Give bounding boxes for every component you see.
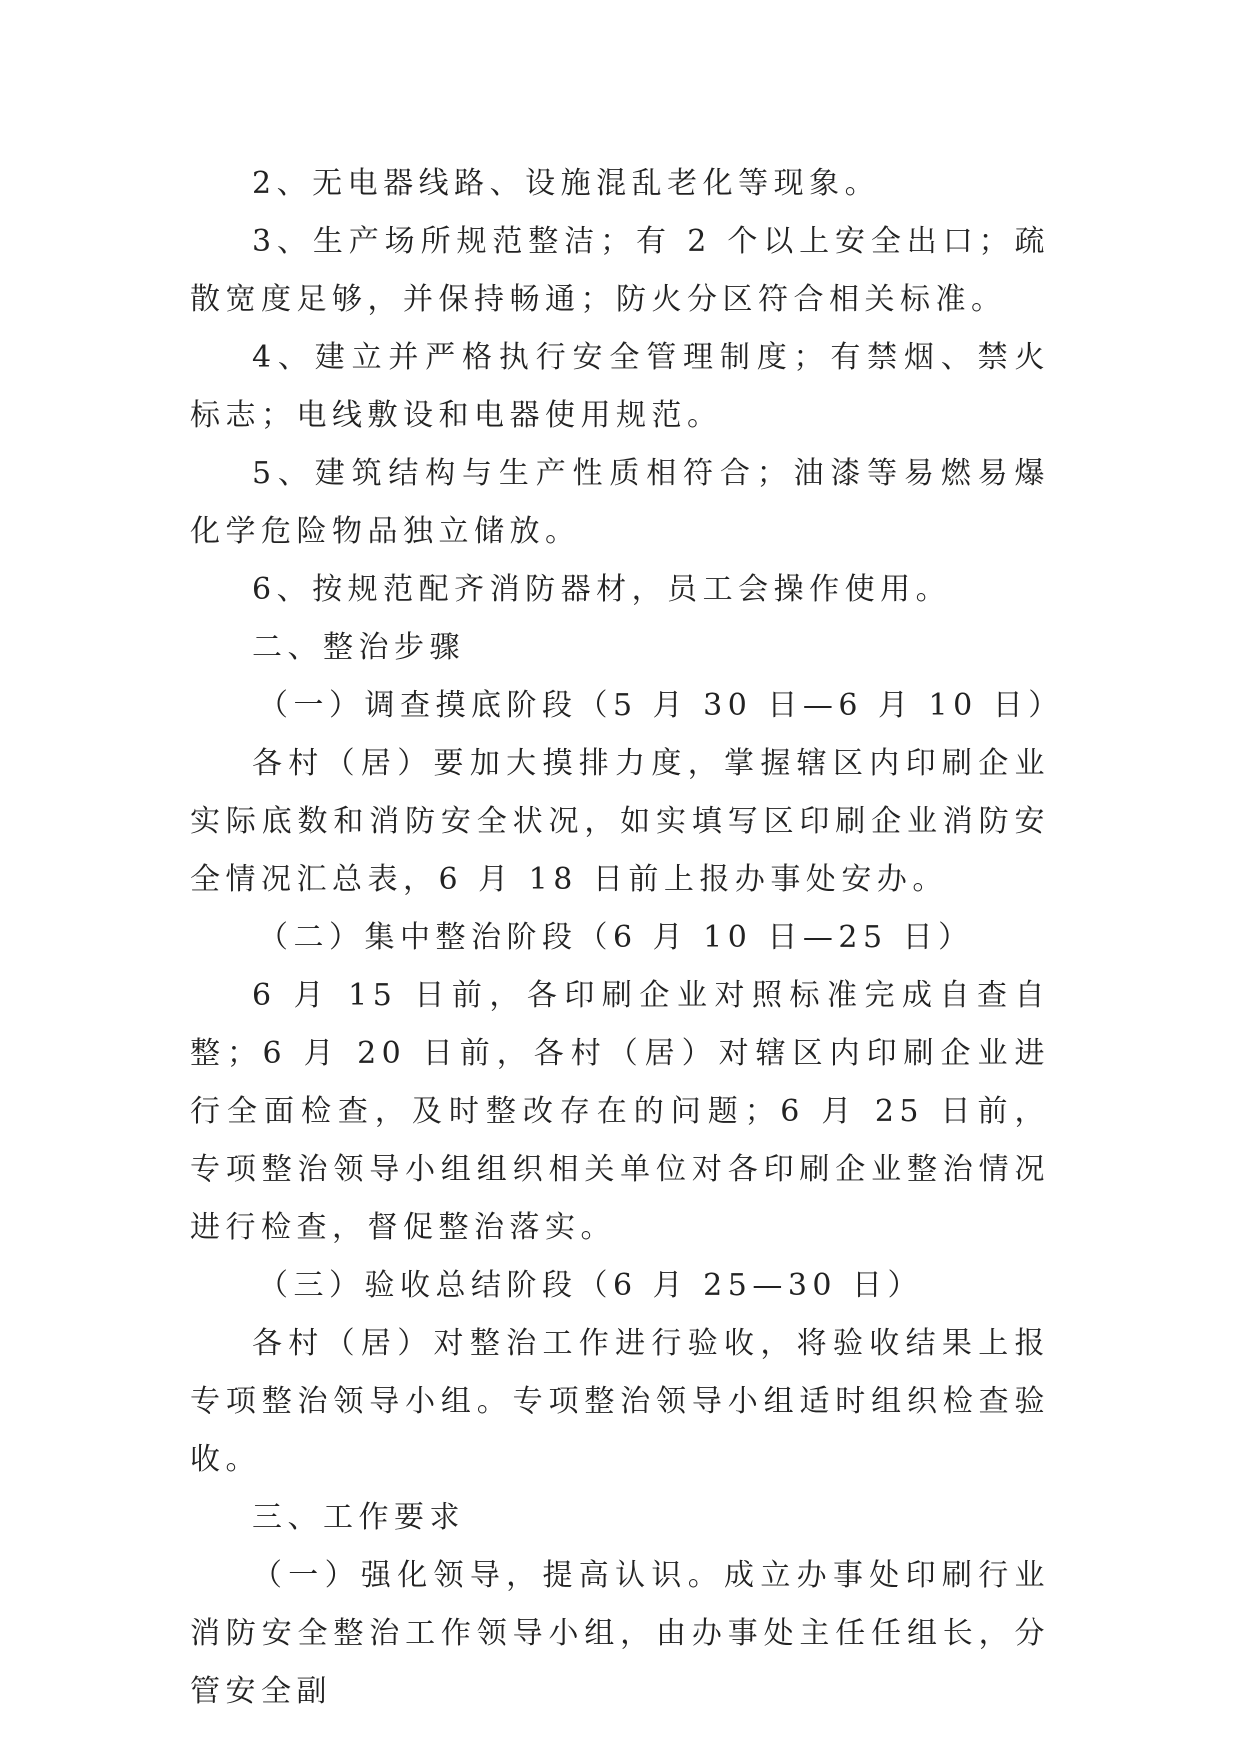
paragraph-acceptance: 各村（居）对整治工作进行验收，将验收结果上报专项整治领导小组。专项整治领导小组适时组织检查验收。 <box>190 1326 1050 1477</box>
requirement-item-5: 5、建筑结构与生产性质相符合；油漆等易燃易爆化学危险物品独立储放。 <box>190 456 1050 549</box>
subsection-heading-rectification: （二）集中整治阶段（6 月 10 日—25 日） <box>258 920 974 955</box>
paragraph-survey: 各村（居）要加大摸排力度，掌握辖区内印刷企业实际底数和消防安全状况，如实填写区印刷企业消防安全情况汇总表，6 月 18 日前上报办事处安办。 <box>190 746 1050 897</box>
subsection-heading-acceptance: （三）验收总结阶段（6 月 25—30 日） <box>258 1268 924 1303</box>
paragraph-leadership: （一）强化领导，提高认识。成立办事处印刷行业消防安全整治工作领导小组，由办事处主任任组长，分管安全副 <box>190 1558 1050 1709</box>
requirement-item-4: 4、建立并严格执行安全管理制度；有禁烟、禁火标志；电线敷设和电器使用规范。 <box>190 340 1050 433</box>
subsection-heading-survey: （一）调查摸底阶段（5 月 30 日—6 月 10 日） <box>258 688 1064 723</box>
section-heading-requirements: 三、工作要求 <box>252 1500 465 1535</box>
requirement-item-3: 3、生产场所规范整洁；有 2 个以上安全出口；疏散宽度足够，并保持畅通；防火分区符合相关标准。 <box>190 224 1050 317</box>
document-body <box>190 155 1064 1721</box>
requirement-item-2: 2、无电器线路、设施混乱老化等现象。 <box>252 166 881 201</box>
paragraph-rectification: 6 月 15 日前，各印刷企业对照标准完成自查自整；6 月 20 日前，各村（居）对辖区内印刷企业进行全面检查，及时整改存在的问题；6 月 25 日前，专项整治领导小组组织相关单位对各印刷企业整治情况进行检查，督促整治落实。 <box>190 978 1050 1245</box>
section-heading-steps: 二、整治步骤 <box>252 630 465 665</box>
requirement-item-6: 6、按规范配齐消防器材，员工会操作使用。 <box>252 572 952 607</box>
